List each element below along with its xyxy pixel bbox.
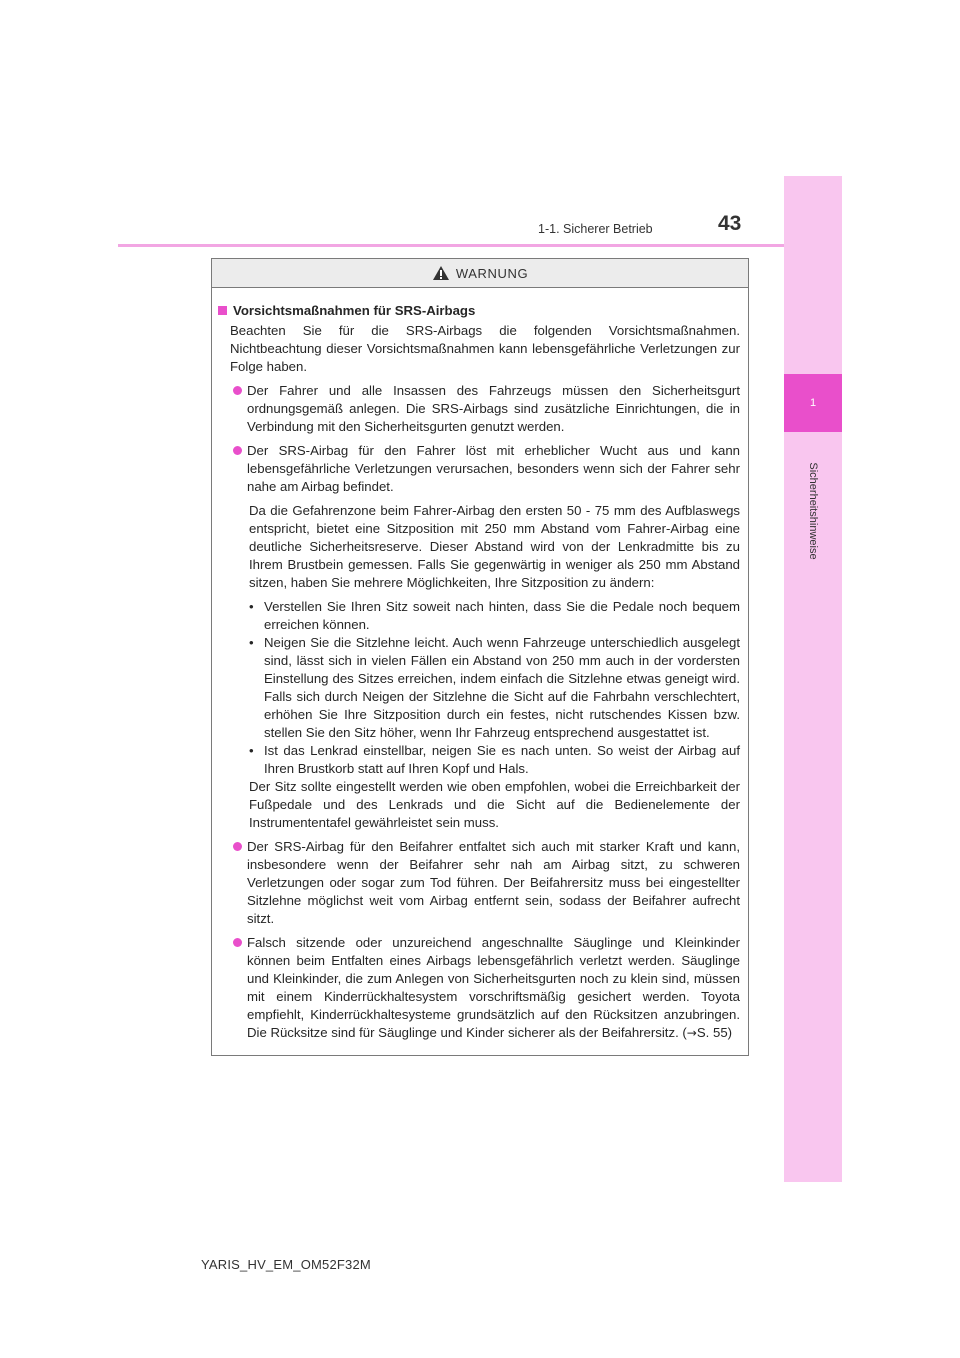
dash-item [249, 598, 740, 634]
warning-box [211, 258, 749, 1056]
dash-mark: • [249, 743, 254, 758]
warning-content [212, 288, 748, 1042]
warning-intro: Beachten Sie für die SRS-Airbags die folgenden Vorsichtsmaßnahmen. Nichtbeachtung dieser Vorsichtsmaßnahmen kann lebensgefährliche Verletzungen zur Folge haben. [230, 323, 740, 374]
bullet-detail: Da die Gefahrenzone beim Fahrer-Airbag den ersten 50 - 75 mm des Aufblaswegs entspricht, bietet eine Sitzposition mit 250 mm Abstand vom Fahrer-Airbag eine deutliche Sicherheitsreserve. Dieser Abstand wird von der Lenkradmitte bis zu Ihrem Brustbein gemessen. Falls Sie gegenwärtig in weniger als 250 mm Abstand sitzen, haben Sie mehrere Möglichkeiten, Ihre Sitzposition zu ändern: [249, 503, 740, 590]
chapter-number-tab[interactable] [784, 374, 842, 432]
seat-summary: Der Sitz sollte eingestellt werden wie oben empfohlen, wobei die Erreichbarkeit der Fußpedale und des Lenkrads und die Sicht auf die Bedienelemente der Instrumententafel gewährleistet sein muss. [249, 779, 740, 830]
manual-code: YARIS_HV_EM_OM52F32M [201, 1257, 371, 1272]
header-divider [118, 244, 784, 247]
warning-triangle-icon [432, 265, 450, 281]
bullet-text: Der Fahrer und alle Insassen des Fahrzeugs müssen den Sicherheitsgurt ordnungsgemäß anlegen. Die SRS-Airbags sind zusätzliche Einrichtungen, die in Verbindung mit den Sicherheitsgurten genutzt werden. [247, 383, 740, 434]
dash-mark: • [249, 599, 254, 614]
page-reference-link[interactable]: S. 55) [696, 1025, 733, 1040]
dash-item [249, 742, 740, 778]
dash-mark: • [249, 635, 254, 650]
warning-header [212, 259, 748, 288]
list-item [218, 382, 740, 436]
list-item [218, 442, 740, 496]
warning-title: WARNUNG [455, 265, 529, 281]
chapter-number: 1 [809, 397, 817, 409]
list-item [218, 934, 740, 1042]
warning-heading [218, 302, 740, 320]
dash-text: Ist das Lenkrad einstellbar, neigen Sie es nach unten. So weist der Airbag auf Ihren Brustkorb statt auf Ihren Kopf und Hals. [264, 743, 740, 776]
bullet-text: Der SRS-Airbag für den Fahrer löst mit erheblicher Wucht aus und kann lebensgefährliche Verletzungen verursachen, besonders wenn sich der Fahrer sehr nahe am Airbag befindet. [247, 443, 740, 494]
page-number: 43 [718, 212, 742, 235]
bullet-text [247, 934, 740, 1042]
list-item [218, 838, 740, 928]
dash-list [249, 598, 740, 778]
chapter-label: Sicherheitshinweise [807, 462, 819, 560]
chapter-side-tab [784, 176, 842, 1182]
dash-text: Verstellen Sie Ihren Sitz soweit nach hinten, dass Sie die Pedale noch bequem erreichen können. [264, 599, 740, 632]
bullet-text: Der SRS-Airbag für den Beifahrer entfaltet sich auch mit starker Kraft und kann, insbesondere wenn der Beifahrer sehr nah am Airbag sitzt, zu schweren Verletzungen oder sogar zum Tod führen. Der Beifahrersitz muss bei eingestellter Sitzlehne möglichst weit vom Airbag entfernt sein, sodass der Beifahrer aufrecht sitzt. [247, 839, 740, 926]
section-title: 1-1. Sicherer Betrieb [538, 222, 653, 236]
round-bullet-icon [233, 446, 242, 455]
dash-text: Neigen Sie die Sitzlehne leicht. Auch wenn Fahrzeuge unterschiedlich ausgelegt sind, lässt sich in vielen Fällen ein Abstand von 250 mm auch in der vordersten Einstellung des Sitzes erreichen, indem einfach die Sitzlehne etwas geneigt wird. Falls sich durch Neigen der Sitzlehne die Sicht auf die Fahrbahn verschlechtert, erhöhen Sie Ihre Sitzposition durch ein festes, nicht rutschendes Kissen bzw. stellen Sie den Sitz höher, wenn Ihr Fahrzeug entsprechend ausgestattet ist. [264, 635, 740, 740]
bullet-text-main: Falsch sitzende oder unzureichend angeschnallte Säuglinge und Kleinkinder können beim Entfalten eines Airbags lebensgefährlich verletzt werden. Säuglinge und Kleinkinder, die zum Anlegen von Sicherheitsgurten noch zu klein sind, müssen mit einem Kinderrückhaltesystem vorschriftsmäßig gesichert werden. Toyota empfiehlt, Kinderrückhaltesysteme grundsätzlich auf den Rücksitzen anzubringen. Die Rücksitze sind für Säuglinge und Kinder sicherer als der Beifahrersitz. ( [247, 935, 740, 1040]
warning-heading-text: Vorsichtsmaßnahmen für SRS-Airbags [233, 303, 476, 318]
round-bullet-icon [233, 842, 242, 851]
square-bullet-icon [218, 306, 227, 315]
round-bullet-icon [233, 938, 242, 947]
round-bullet-icon [233, 386, 242, 395]
dash-item [249, 634, 740, 742]
arrow-right-icon: → [686, 1026, 697, 1040]
